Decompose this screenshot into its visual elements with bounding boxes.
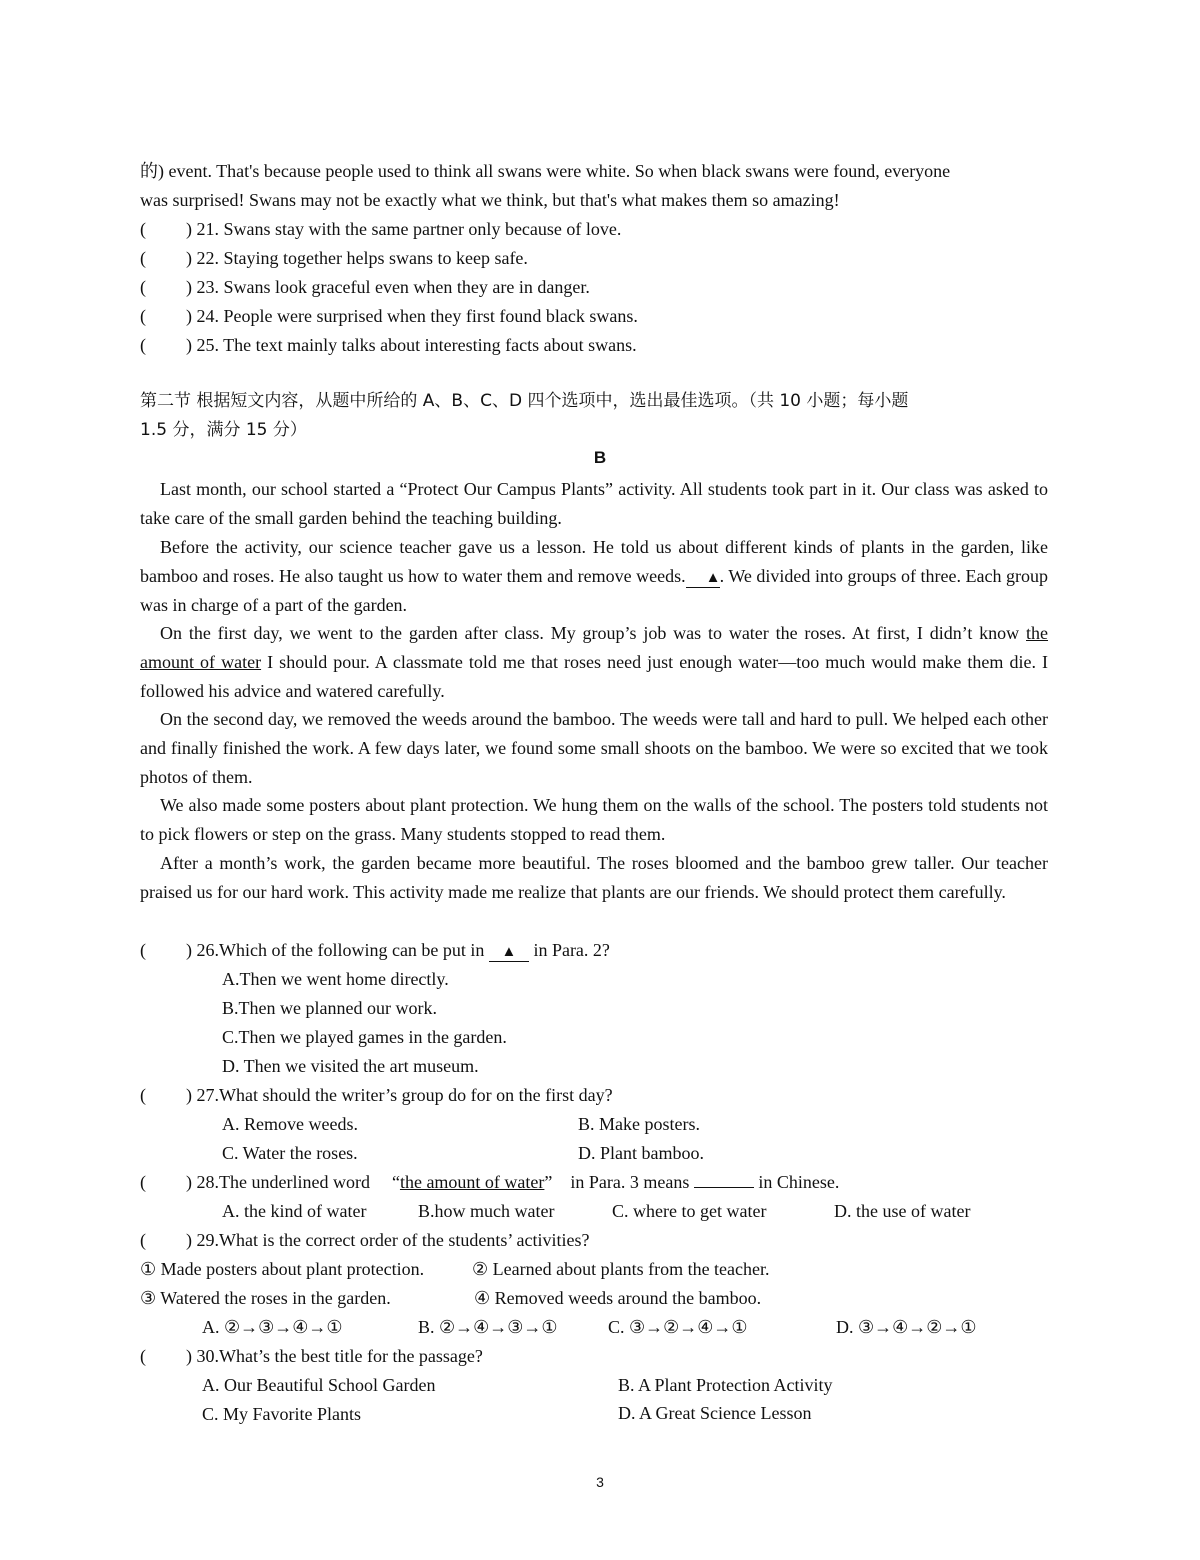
answer-paren[interactable]: ( bbox=[140, 219, 146, 239]
question-text-part: in Para. 3 means bbox=[570, 1172, 690, 1192]
answer-paren[interactable]: ( bbox=[140, 1230, 146, 1250]
section-heading-line-2: 1.5 分，满分 15 分） bbox=[140, 420, 307, 440]
answer-paren[interactable]: ( bbox=[140, 1346, 146, 1366]
option-d[interactable]: D. ③→④→②→① bbox=[836, 1317, 977, 1337]
option-c[interactable]: C. My Favorite Plants bbox=[202, 1404, 362, 1424]
continuation-line-1: 的) event. That's because people used to think all swans were white. So when black swans were found, everyone bbox=[140, 161, 951, 181]
question-text-part: ) 26.Which of the following can be put in bbox=[186, 940, 485, 960]
option-d[interactable]: D. the use of water bbox=[834, 1201, 971, 1221]
option-d[interactable]: D. Plant bamboo. bbox=[578, 1143, 704, 1163]
paragraph-text: On the first day, we went to the garden after class. My group’s job was to water the roses. At first, I didn’t know bbox=[160, 623, 1020, 643]
question-text: ) 30.What’s the best title for the passage? bbox=[186, 1346, 483, 1366]
passage-paragraph-5: We also made some posters about plant protection. We hung them on the walls of the school. The posters told students not to pick flowers or step on the grass. Many students stopped to read them. bbox=[140, 795, 1048, 844]
question-text: ) 22. Staying together helps swans to keep safe. bbox=[186, 248, 528, 268]
question-text: ) 24. People were surprised when they first found black swans. bbox=[186, 306, 638, 326]
option-c[interactable]: C. where to get water bbox=[612, 1201, 767, 1221]
paragraph-text: . We divided into groups of three. Each group was in charge of a part of the garden. bbox=[140, 566, 1048, 615]
option-a[interactable]: A. the kind of water bbox=[222, 1201, 367, 1221]
activity-item-1: ① Made posters about plant protection. bbox=[140, 1259, 425, 1279]
question-text: ) 23. Swans look graceful even when they are in danger. bbox=[186, 277, 590, 297]
option-c[interactable]: C. ③→②→④→① bbox=[608, 1317, 748, 1337]
option-a[interactable]: A. Our Beautiful School Garden bbox=[202, 1375, 436, 1395]
question-text: ) 27.What should the writer’s group do for on the first day? bbox=[186, 1085, 613, 1105]
passage-paragraph-6: After a month’s work, the garden became more beautiful. The roses bloomed and the bamboo grew taller. Our teacher praised us for our hard work. This activity made me realize that plants are our friends. We should protect them carefully. bbox=[140, 853, 1048, 902]
option-a[interactable]: A. Remove weeds. bbox=[222, 1114, 358, 1134]
option-b[interactable]: B.Then we planned our work. bbox=[222, 998, 437, 1018]
question-text-part: ) 28.The underlined word bbox=[186, 1172, 370, 1192]
activity-item-2: ② Learned about plants from the teacher. bbox=[472, 1259, 770, 1279]
passage-paragraph-1: Last month, our school started a “Protect Our Campus Plants” activity. All students took part in it. Our class was asked to take care of the small garden behind the teaching building. bbox=[140, 479, 1048, 528]
answer-paren[interactable]: ( bbox=[140, 306, 146, 326]
answer-paren[interactable]: ( bbox=[140, 1172, 146, 1192]
option-a[interactable]: A.Then we went home directly. bbox=[222, 969, 449, 989]
paragraph-text: I should pour. A classmate told me that roses need just enough water—too much would make them die. I followed his advice and watered carefully. bbox=[140, 652, 1048, 701]
answer-paren[interactable]: ( bbox=[140, 248, 146, 268]
question-text: ) 21. Swans stay with the same partner only because of love. bbox=[186, 219, 622, 239]
quote-open: “ bbox=[391, 1172, 400, 1192]
paragraph-text: Before the activity, our science teacher gave us a lesson. He told us about different kinds of plants in the garden, like bamboo and roses. He also taught us how to water them and remove weeds. bbox=[140, 537, 1048, 586]
blank-triangle-icon: ▲ bbox=[686, 569, 720, 588]
answer-blank[interactable] bbox=[694, 1169, 754, 1188]
passage-label: B bbox=[593, 448, 607, 467]
option-b[interactable]: B. A Plant Protection Activity bbox=[618, 1375, 833, 1395]
answer-paren[interactable]: ( bbox=[140, 335, 146, 355]
option-d[interactable]: D. Then we visited the art museum. bbox=[222, 1056, 479, 1076]
underlined-phrase: the amount of water bbox=[399, 1172, 545, 1192]
option-b[interactable]: B. Make posters. bbox=[578, 1114, 700, 1134]
question-text-part: in Para. 2? bbox=[533, 940, 610, 960]
question-text: ) 25. The text mainly talks about interesting facts about swans. bbox=[186, 335, 637, 355]
question-text bbox=[186, 936, 610, 965]
passage-paragraph-2 bbox=[140, 533, 1048, 620]
option-d[interactable]: D. A Great Science Lesson bbox=[618, 1403, 812, 1423]
option-b[interactable]: B. ②→④→③→① bbox=[418, 1317, 558, 1337]
answer-paren[interactable]: ( bbox=[140, 277, 146, 297]
continuation-line-2: was surprised! Swans may not be exactly what we think, but that's what makes them so amazing! bbox=[140, 190, 840, 210]
page-number: 3 bbox=[596, 1474, 604, 1490]
question-text-part: in Chinese. bbox=[758, 1172, 840, 1192]
answer-paren[interactable]: ( bbox=[140, 940, 146, 960]
answer-paren[interactable]: ( bbox=[140, 1085, 146, 1105]
option-a[interactable]: A. ②→③→④→① bbox=[202, 1317, 343, 1337]
option-c[interactable]: C.Then we played games in the garden. bbox=[222, 1027, 507, 1047]
quote-close: ” bbox=[544, 1172, 553, 1192]
question-text bbox=[186, 1168, 839, 1197]
blank-triangle-icon: ▲ bbox=[489, 943, 529, 962]
underlined-phrase: the amount of water bbox=[140, 623, 1049, 672]
passage-paragraph-4: On the second day, we removed the weeds around the bamboo. The weeds were tall and hard to pull. We helped each other and finally finished the work. A few days later, we found some small shoots on the bamboo. We were so excited that we took photos of them. bbox=[140, 709, 1048, 787]
question-text: ) 29.What is the correct order of the students’ activities? bbox=[186, 1230, 590, 1250]
option-c[interactable]: C. Water the roses. bbox=[222, 1143, 358, 1163]
section-heading-line-1: 第二节 根据短文内容，从题中所给的 A、B、C、D 四个选项中，选出最佳选项。（共 10 小题；每小题 bbox=[140, 391, 909, 411]
option-b[interactable]: B.how much water bbox=[418, 1201, 555, 1221]
activity-item-3: ③ Watered the roses in the garden. bbox=[140, 1288, 391, 1308]
passage-paragraph-3 bbox=[140, 619, 1048, 706]
activity-item-4: ④ Removed weeds around the bamboo. bbox=[474, 1288, 762, 1308]
